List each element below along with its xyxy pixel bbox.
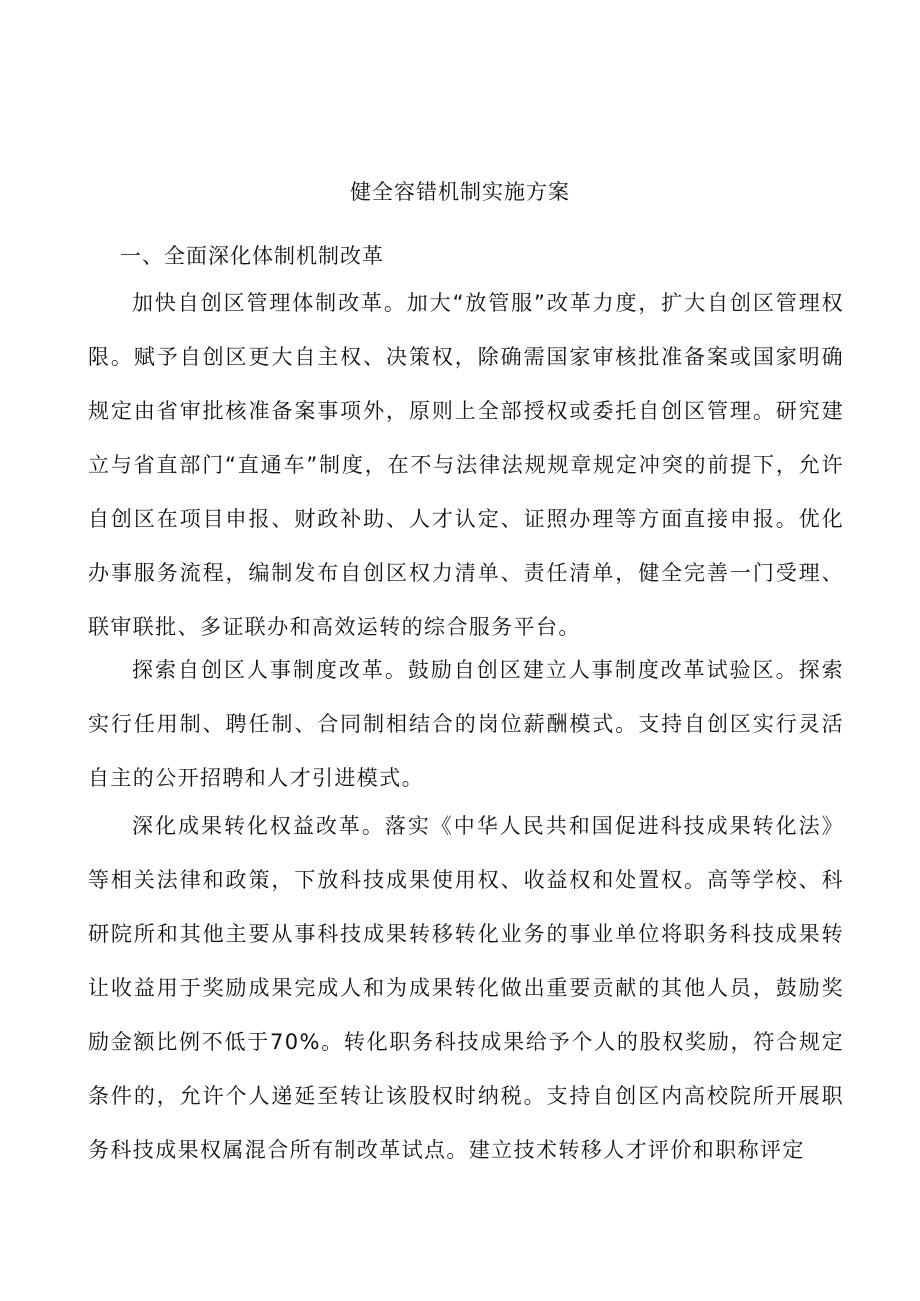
document-title: 健全容错机制实施方案	[350, 180, 570, 204]
paragraph-achievement-transfer-reform: 深化成果转化权益改革。落实《中华人民共和国促进科技成果转化法》等相关法律和政策，下放科技成果使用权、收益权和处置权。高等学校、科研院所和其他主要从事科技成果转移转化业务的事业单位将职务科技成果转让收益用于奖励成果完成人和为成果转化做出重要贡献的其他人员，鼓励奖励金额比例不低于70%。转化职务科技成果给予个人的股权奖励，符合规定条件的，允许个人递延至转让该股权时纳税。支持自创区内高校院所开展职务科技成果权属混合所有制改革试点。建立技术转移人才评价和职称评定	[88, 814, 844, 1162]
section-heading: 一、全面深化体制机制改革	[120, 244, 384, 268]
paragraph-personnel-reform: 探索自创区人事制度改革。鼓励自创区建立人事制度改革试验区。探索实行任用制、聘任制、合同制相结合的岗位薪酬模式。支持自创区实行灵活自主的公开招聘和人才引进模式。	[88, 658, 844, 790]
paragraph-management-reform: 加快自创区管理体制改革。加大“放管服”改革力度，扩大自创区管理权限。赋予自创区更大自主权、决策权，除确需国家审核批准备案或国家明确规定由省审批核准备案事项外，原则上全部授权或委托自创区管理。研究建立与省直部门“直通车”制度，在不与法律法规规章规定冲突的前提下，允许自创区在项目申报、财政补助、人才认定、证照办理等方面直接申报。优化办事服务流程，编制发布自创区权力清单、责任清单，健全完善一门受理、联审联批、多证联办和高效运转的综合服务平台。	[88, 291, 844, 639]
